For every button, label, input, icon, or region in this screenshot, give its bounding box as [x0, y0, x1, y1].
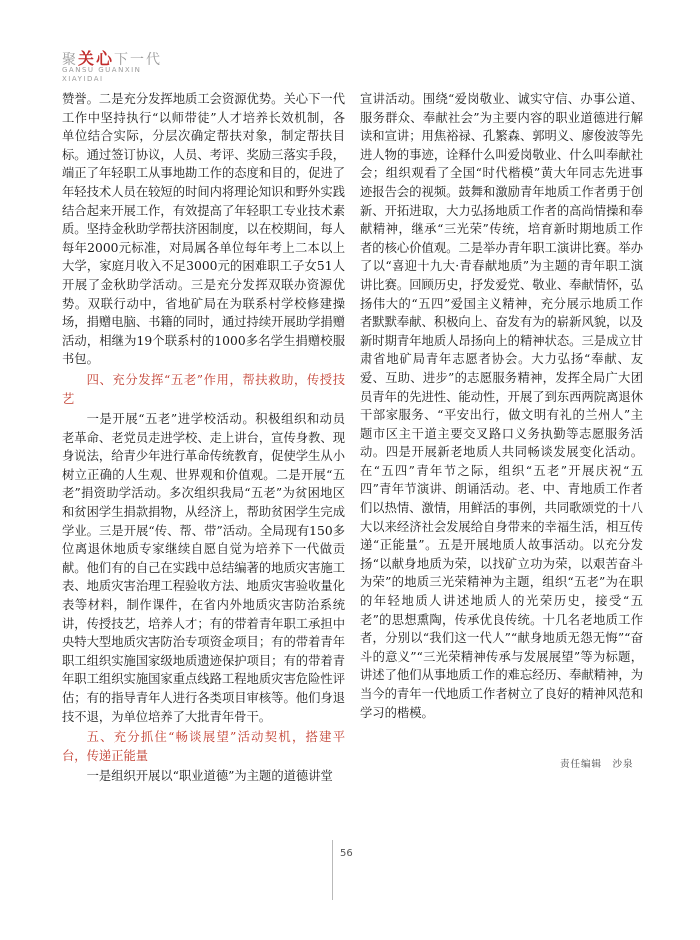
logo-subtitle-line2: XIAYIDAI — [62, 75, 104, 83]
page-number: 56 — [340, 848, 353, 859]
logo-title-left: 聚 — [62, 52, 78, 68]
page-divider-line — [332, 840, 333, 900]
left-text-column — [62, 90, 345, 786]
body-paragraph: 宣讲活动。围绕“爱岗敬业、诚实守信、办事公道、服务群众、奉献社会”为主要内容的职业道德进行解读和宣讲；用焦裕禄、孔繁森、郭明义、廖俊波等先进人物的事迹，诠释什么叫爱岗敬业、什么叫奉献社会；组织观看了全国“时代楷模”黄大年同志先进事迹报告会的视频。鼓舞和激励青年地质工作者勇于创新、开拓进取，大力弘扬地质工作者的高尚情操和奉献精神，继承“三光荣”传统，培育新时期地质工作者的核心价值观。二是举办青年职工演讲比赛。举办了以“喜迎十九大·青春献地质”为主题的青年职工演讲比赛。回顾历史，抒发爱党、敬业、奉献情怀，弘扬伟大的“五四”爱国主义精神，充分展示地质工作者默默奉献、积极向上、奋发有为的崭新风貌，以及新时期青年地质人昂扬向上的精神状态。三是成立甘肃省地矿局青年志愿者协会。大力弘扬“奉献、友爱、互助、进步”的志愿服务精神，发挥全局广大团员青年的先进性、能动性，开展了到东西两院离退休干部家服务、“平安出行，做文明有礼的兰州人”主题市区主干道主要交叉路口义务执勤等志愿服务活动。四是开展新老地质人共同畅谈发展变化活动。在“五四”青年节之际，组织“五老”开展庆祝“五四”青年节演讲、朗诵活动。老、中、青地质工作者们以热情、激情，用鲜活的事例，共同歌颂党的十八大以来经济社会发展给自身带来的幸福生活，相互传递“正能量”。五是开展地质人故事活动。以充分发扬“以献身地质为荣，以找矿立功为荣，以艰苦奋斗为荣”的地质三光荣精神为主题，组织“五老”为在职的年轻地质人讲述地质人的光荣历史，接受“五老”的思想熏陶，传承优良传统。十几名老地质工作者，分别以“我们这一代人”“献身地质无怨无悔”“奋斗的意义”“三光荣精神传承与发展展望”等为标题，讲述了他们从事地质工作的难忘经历、奉献精神，为当今的青年一代地质工作者树立了良好的精神风范和学习的楷模。 — [360, 92, 643, 720]
body-paragraph: 一是开展“五老”进学校活动。积极组织和动员老革命、老党员走进学校、走上讲台，宣传身教、现身说法，给青少年进行革命传统教育，促使学生从小树立正确的人生观、世界观和价值观。二是开展“五老”捐资助学活动。多次组织我局“五老”为贫困地区和贫困学生捐款捐物，从经济上，帮助贫困学生完成学业。三是开展“传、帮、带”活动。全局现有150多位离退休地质专家继续自愿自觉为培养下一代做贡献。他们有的自己在实践中总结编著的地质灾害施工表、地质灾害治理工程验收方法、地质灾害验收量化表等材料，制作课件，在省内外地质灾害防治系统讲，传授技艺，培养人才；有的带着青年职工承担中央特大型地质灾害防治专项资金项目；有的带着青年职工组织实施国家级地质遗迹保护项目；有的带着青年职工组织实施国家重点线路工程地质灾害危险性评估；有的指导青年人进行各类项目审核等。他们身退技不退，为单位培养了大批青年骨干。 — [62, 412, 345, 724]
section-heading-4: 四、充分发挥“五老”作用，帮扶救助，传授技艺 — [62, 372, 345, 406]
section-heading-5: 五、充分抓住“畅谈展望”活动契机，搭建平台，传递正能量 — [62, 730, 345, 763]
body-paragraph: 赞誉。二是充分发挥地质工会资源优势。关心下一代工作中坚持执行“以师带徒”人才培养长效机制，各单位结合实际，分层次确定帮扶对象，制定帮扶目标。通过签订协议，人员、考评、奖励三落实手段，端正了年轻职工从事地勘工作的态度和目的，促进了年轻技术人员在较短的时间内将理论知识和野外实践结合起来开展工作，有效提高了年轻职工专业技术素质。坚持金秋助学帮扶济困制度，以在校期间，每人每年2000元标准，对局属各单位每年考上二本以上大学，家庭月收入不足3000元的困难职工子女51人开展了金秋助学活动。三是充分发挥双联办资源优势。双联行动中，省地矿局在为联系村学校修建操场，捐赠电脑、书籍的同时，通过持续开展助学捐赠活动，相继为19个联系村的1000多名学生捐赠校服书包。 — [62, 92, 345, 367]
right-text-column — [360, 90, 643, 722]
logo-title-right: 下一代 — [114, 52, 163, 68]
body-paragraph: 一是组织开展以“职业道德”为主题的道德讲堂 — [86, 769, 333, 784]
logo-title-accent: 关心 — [78, 49, 115, 68]
responsible-editor: 责任编辑 沙泉 — [560, 759, 634, 770]
magazine-logo — [62, 44, 182, 90]
logo-subtitle-line1: GANSU GUANXIN — [62, 66, 142, 74]
